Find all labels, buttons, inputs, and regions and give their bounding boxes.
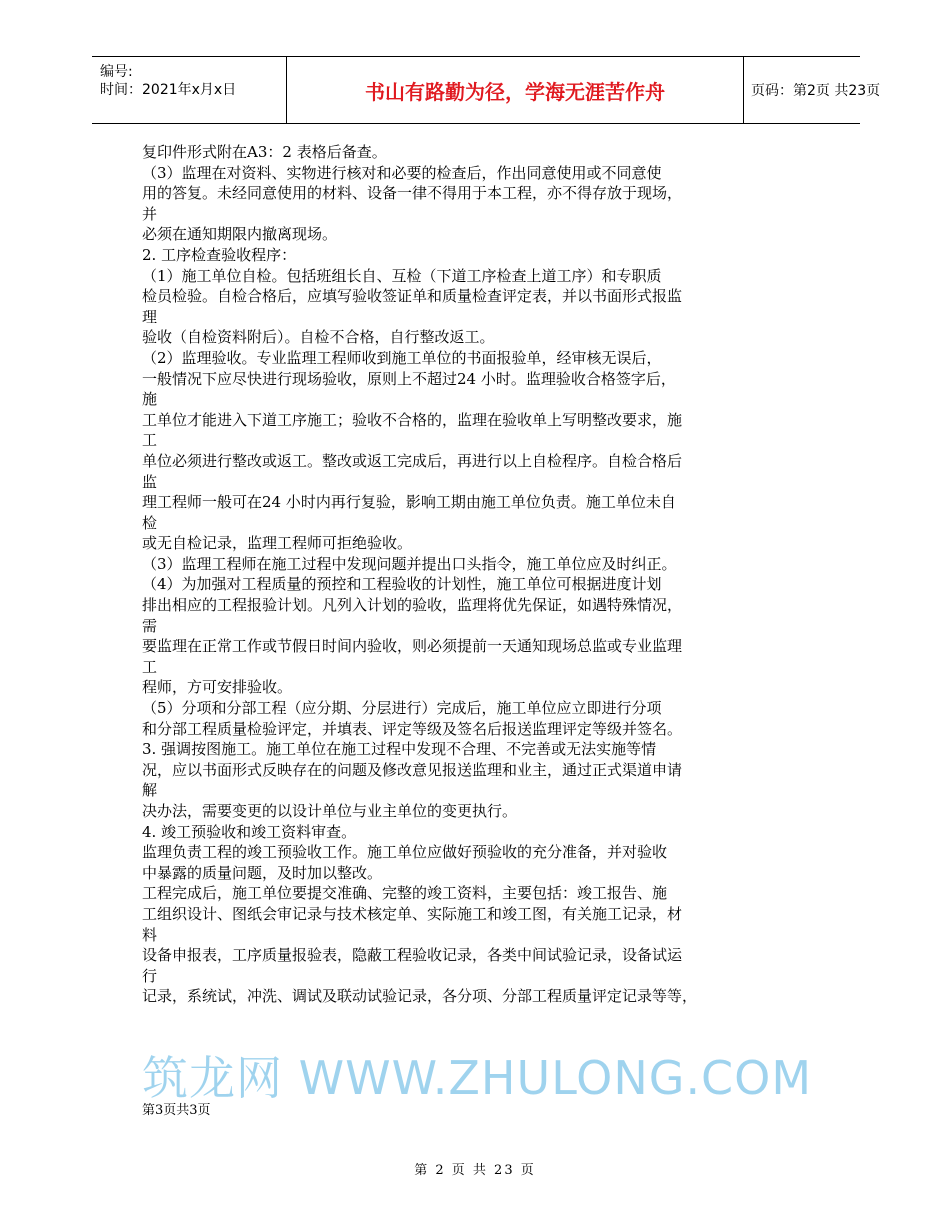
body-line: 监 xyxy=(142,472,158,491)
body-line: 工 xyxy=(142,431,158,450)
document-number-label: 编号: xyxy=(100,64,133,80)
footer-page-left: 第3页共3页 xyxy=(142,1103,211,1118)
body-line: 3. 强调按图施工。施工单位在施工过程中发现不合理、不完善或无法实施等情 xyxy=(142,740,657,759)
body-line: 并 xyxy=(142,204,158,223)
body-line: 料 xyxy=(142,925,158,944)
document-body xyxy=(142,142,832,1007)
body-line: 中暴露的质量问题，及时加以整改。 xyxy=(142,863,383,882)
body-line: 工单位才能进入下道工序施工；验收不合格的，监理在验收单上写明整改要求，施 xyxy=(142,410,683,429)
header-page-number: 页码：第2页 共23页 xyxy=(751,83,881,99)
body-line: 况，应以书面形式反映存在的问题及修改意见报送监理和业主，通过正式渠道申请 xyxy=(142,760,683,779)
footer-page-number: 第 2 页 共 23 页 xyxy=(414,1163,536,1178)
body-line: （1）施工单位自检。包括班组长自、互检（下道工序检查上道工序）和专职质 xyxy=(142,266,662,285)
body-line: 一般情况下应尽快进行现场验收，原则上不超过24 小时。监理验收合格签字后， xyxy=(142,369,676,388)
body-line: 工程完成后，施工单位要提交准确、完整的竣工资料，主要包括：竣工报告、施 xyxy=(142,884,668,903)
body-line: 理工程师一般可在24 小时内再行复验，影响工期由施工单位负责。施工单位未自 xyxy=(142,493,676,512)
body-line: 需 xyxy=(142,616,158,635)
header-info-cell xyxy=(92,57,286,123)
body-line: 记录，系统试，冲洗、调试及联动试验记录，各分项、分部工程质量评定记录等等， xyxy=(142,987,698,1006)
body-line: （5）分项和分部工程（应分期、分层进行）完成后，施工单位应立即进行分项 xyxy=(142,699,662,718)
body-line: 要监理在正常工作或节假日时间内验收，则必须提前一天通知现场总监或专业监理 xyxy=(142,637,683,656)
body-line: 4. 竣工预验收和竣工资料审查。 xyxy=(142,822,357,841)
body-line: （4）为加强对工程质量的预控和工程验收的计划性，施工单位可根据进度计划 xyxy=(142,575,662,594)
body-line: 单位必须进行整改或返工。整改或返工完成后，再进行以上自检程序。自检合格后 xyxy=(142,451,683,470)
document-time-label: 时间：2021年x月x日 xyxy=(100,82,237,98)
zhulong-watermark: 筑龙网 WWW.ZHULONG.COM xyxy=(142,1051,813,1105)
body-line: （3）监理工程师在施工过程中发现问题并提出口头指令，施工单位应及时纠正。 xyxy=(142,554,677,573)
body-line: 工组织设计、图纸会审记录与技术核定单、实际施工和竣工图，有关施工记录，材 xyxy=(142,904,683,923)
body-line: （2）监理验收。专业监理工程师收到施工单位的书面报验单，经审核无误后， xyxy=(142,348,662,367)
body-line: （3）监理在对资料、实物进行核对和必要的检查后，作出同意使用或不同意使 xyxy=(142,163,662,182)
body-line: 和分部工程质量检验评定，并填表、评定等级及签名后报送监理评定等级并签名。 xyxy=(142,719,683,738)
header-motto: 书山有路勤为径，学海无涯苦作舟 xyxy=(365,79,665,104)
page-header xyxy=(92,56,881,124)
body-line: 排出相应的工程报验计划。凡列入计划的验收，监理将优先保证，如遇特殊情况， xyxy=(142,596,683,615)
body-line: 决办法，需要变更的以设计单位与业主单位的变更执行。 xyxy=(142,802,518,820)
body-line: 程师，方可安排验收。 xyxy=(142,678,293,697)
body-line: 复印件形式附在A3：2 表格后备查。 xyxy=(142,143,387,161)
body-line: 检员检验。自检合格后，应填写验收签证单和质量检查评定表，并以书面形式报监 xyxy=(142,287,683,306)
body-line: 行 xyxy=(142,966,158,985)
header-pager-cell xyxy=(743,57,881,123)
body-line: 施 xyxy=(142,390,158,409)
body-line: 用的答复。未经同意使用的材料、设备一律不得用于本工程，亦不得存放于现场， xyxy=(142,184,683,203)
body-line: 或无自检记录，监理工程师可拒绝验收。 xyxy=(142,534,413,553)
body-line: 设备申报表，工序质量报验表，隐蔽工程验收记录，各类中间试验记录，设备试运 xyxy=(142,946,683,965)
body-line: 检 xyxy=(142,513,158,532)
header-motto-cell xyxy=(286,57,744,123)
body-line: 工 xyxy=(142,657,158,676)
body-line: 必须在通知期限内撤离现场。 xyxy=(142,225,338,244)
body-line: 验收（自检资料附后）。自检不合格，自行整改返工。 xyxy=(142,328,495,347)
body-line: 监理负责工程的竣工预验收工作。施工单位应做好预验收的充分准备，并对验收 xyxy=(142,843,668,862)
body-line: 理 xyxy=(142,307,158,326)
body-line: 解 xyxy=(142,781,158,800)
body-line: 2. 工序检查验收程序： xyxy=(142,245,297,264)
